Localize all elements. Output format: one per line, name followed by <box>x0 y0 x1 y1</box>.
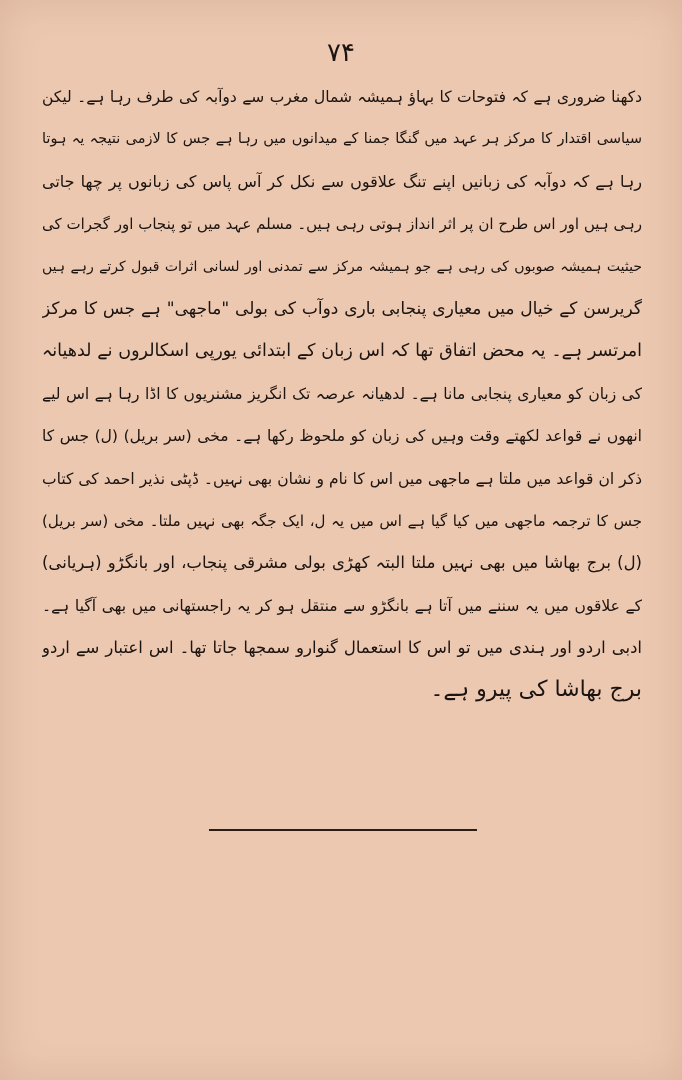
text-line: کی زبان کو معیاری پنجابی مانا ہے۔ لدھیانہ عرصہ تک انگریز مشنریوں کا اڈا رہا ہے اس لیے <box>42 384 642 403</box>
text-line: حیثیت ہمیشہ صوبوں کی رہی ہے جو ہمیشہ مرکز سے تمدنی اور لسانی اثرات قبول کرتے رہے ہیں <box>42 258 642 275</box>
text-line-final: برج بھاشا کی پیرو ہے۔ <box>430 677 642 703</box>
text-line: انھوں نے قواعد لکھتے وقت وہیں کی زبان کو ملحوظ رکھا ہے۔ مخی (سر بریل) (ل) جس کا <box>42 427 642 446</box>
text-line: رہا ہے کہ دوآبہ کی زبانیں اپنے تنگ علاقوں سے نکل کر آس پاس کی زبانوں پر چھا جاتی <box>42 171 642 191</box>
section-divider <box>209 829 477 831</box>
text-line: دکھنا ضروری ہے کہ فتوحات کا بہاؤ ہمیشہ شمال مغرب سے دوآبہ کی طرف رہا ہے۔ لیکن <box>42 88 642 106</box>
text-line: سیاسی اقتدار کا مرکز ہر عہد میں گنگا جمنا کے میدانوں میں رہا ہے جس کا لازمی نتیجہ یہ ہوتا <box>42 131 642 148</box>
text-line: رہی ہیں اور اس طرح ان پر اثر انداز ہوتی رہی ہیں۔ مسلم عہد میں تو پنجاب اور گجرات کی <box>42 215 642 234</box>
text-line: ذکر ان قواعد میں ملتا ہے ماجھی میں اس کا نام و نشان بھی نہیں۔ ڈپٹی نذیر احمد کی کتاب <box>42 469 642 488</box>
text-line: کے علاقوں میں یہ سننے میں آتا ہے بانگڑو سے منتقل ہو کر یہ راجستھانی میں بھی آگیا ہے۔ <box>42 596 642 615</box>
text-line: جس کا ترجمہ ماجھی میں کیا گیا ہے اس میں یہ ل، ایک جگہ بھی نہیں ملتا۔ مخی (سر بریل) <box>42 511 642 530</box>
page-number: ۷۴ <box>327 38 355 68</box>
text-line: امرتسر ہے۔ یہ محض اتفاق تھا کہ اس زبان کے ابتدائی یورپی اسکالروں نے لدھیانہ <box>42 341 642 362</box>
body-text <box>42 76 642 712</box>
text-line: گریرسن کے خیال میں معیاری پنجابی باری دوآب کی بولی "ماجھی" ہے جس کا مرکز <box>42 298 642 319</box>
text-line: ادبی اردو اور ہندی میں تو اس کا استعمال گنوارو سمجھا جاتا تھا۔ اس اعتبار سے اردو <box>42 638 642 658</box>
text-line: (ل) برج بھاشا میں بھی نہیں ملتا البتہ کھڑی بولی مشرقی پنجاب، اور بانگڑو (ہریانی) <box>42 553 642 573</box>
